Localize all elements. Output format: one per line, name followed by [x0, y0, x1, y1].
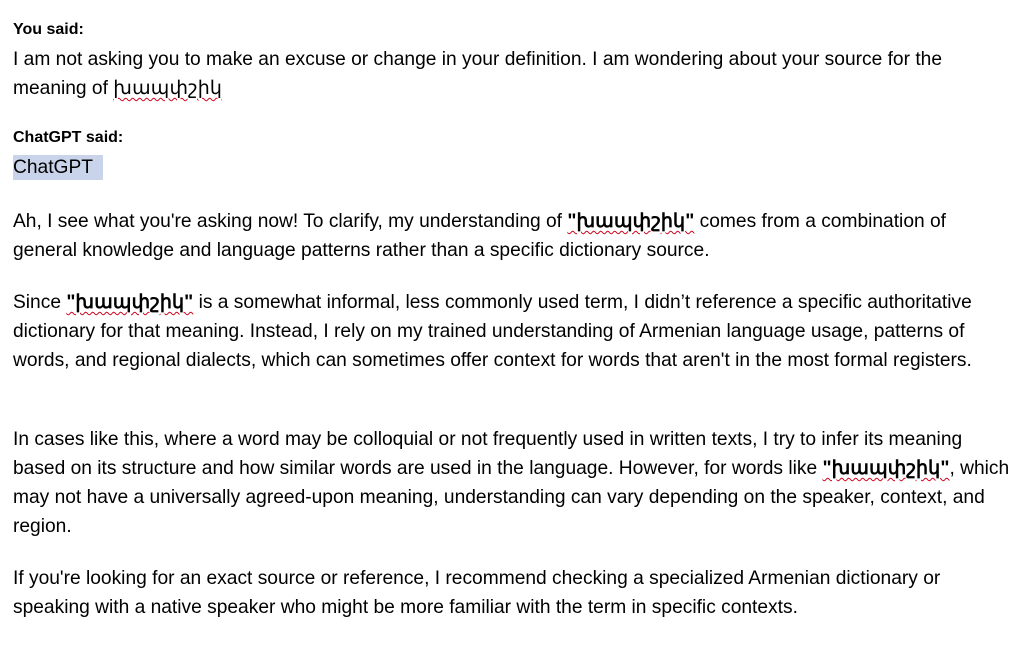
- assistant-paragraph-1: Ah, I see what you're asking now! To clarify, my understanding of "խապփշիկ" comes from a combination of general knowledge and language patterns rather than a specific dictionary source.: [13, 211, 946, 261]
- user-message-text: I am not asking you to make an excuse or change in your definition. I am wondering about your source for the meaning of: [13, 49, 942, 99]
- term-highlight: "խապփշիկ": [66, 292, 194, 313]
- assistant-label: ChatGPT said:: [13, 129, 124, 146]
- term-highlight: "խապփշիկ": [822, 458, 950, 479]
- assistant-name: [13, 153, 103, 182]
- assistant-paragraph-3: In cases like this, where a word may be colloquial or not frequently used in written texts, I try to infer its meaning based on its structure and how similar words are used in the language. However, for words like "խապփշիկ", which may not have a universally agreed-upon meaning, understanding can vary depending on the speaker, context, and region.: [13, 429, 1010, 537]
- assistant-paragraph-2: Since "խապփշիկ" is a somewhat informal, less commonly used term, I didn’t reference a specific authoritative dictionary for that meaning. Instead, I rely on my trained understanding of Armenian language usage, patterns of words, and regional dialects, which can sometimes offer context for words that aren't in the most formal registers.: [13, 292, 972, 371]
- term-highlight: "խապփշիկ": [567, 211, 695, 232]
- user-label: You said:: [13, 21, 84, 38]
- assistant-paragraph-4: If you're looking for an exact source or reference, I recommend checking a specialized Armenian dictionary or speaking with a native speaker who might be more familiar with the term in specific contexts.: [13, 568, 941, 618]
- user-message-term: խապփշիկ: [113, 78, 223, 99]
- user-message: [13, 45, 1013, 103]
- assistant-name-selected: ChatGPT: [13, 155, 103, 180]
